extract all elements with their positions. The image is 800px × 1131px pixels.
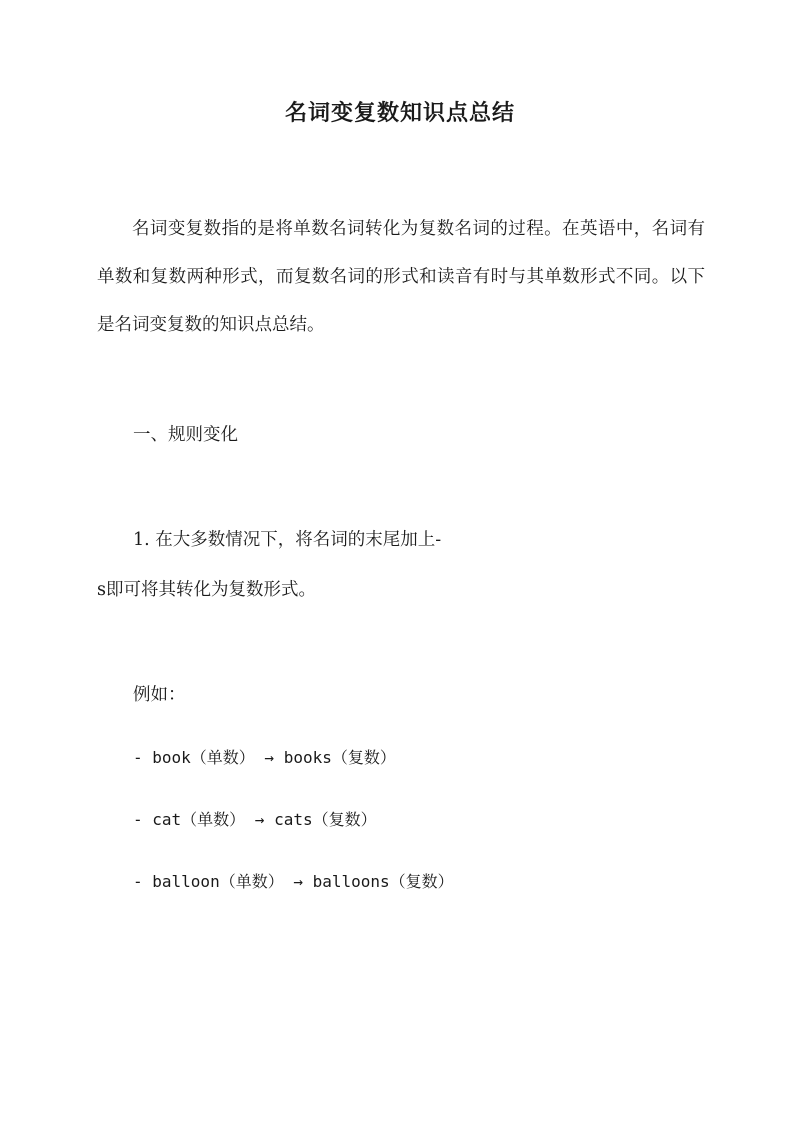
rule-1-line-1: 1. 在大多数情况下，将名词的末尾加上-	[133, 530, 442, 550]
example-item: - balloon（单数） → balloons（复数）	[133, 872, 454, 891]
document-title: 名词变复数知识点总结	[284, 100, 515, 126]
example-label: 例如：	[133, 685, 186, 705]
intro-paragraph: 名词变复数指的是将单数名词转化为复数名词的过程。在英语中，名词有单数和复数两种形式，而复数名词的形式和读音有时与其单数形式不同。以下是名词变复数的知识点总结。	[97, 219, 705, 335]
example-item: - book（单数） → books（复数）	[133, 748, 396, 767]
rule-1-line-2: s即可将其转化为复数形式。	[97, 580, 316, 600]
section-heading: 一、规则变化	[133, 425, 238, 445]
example-item: - cat（单数） → cats（复数）	[133, 810, 377, 829]
